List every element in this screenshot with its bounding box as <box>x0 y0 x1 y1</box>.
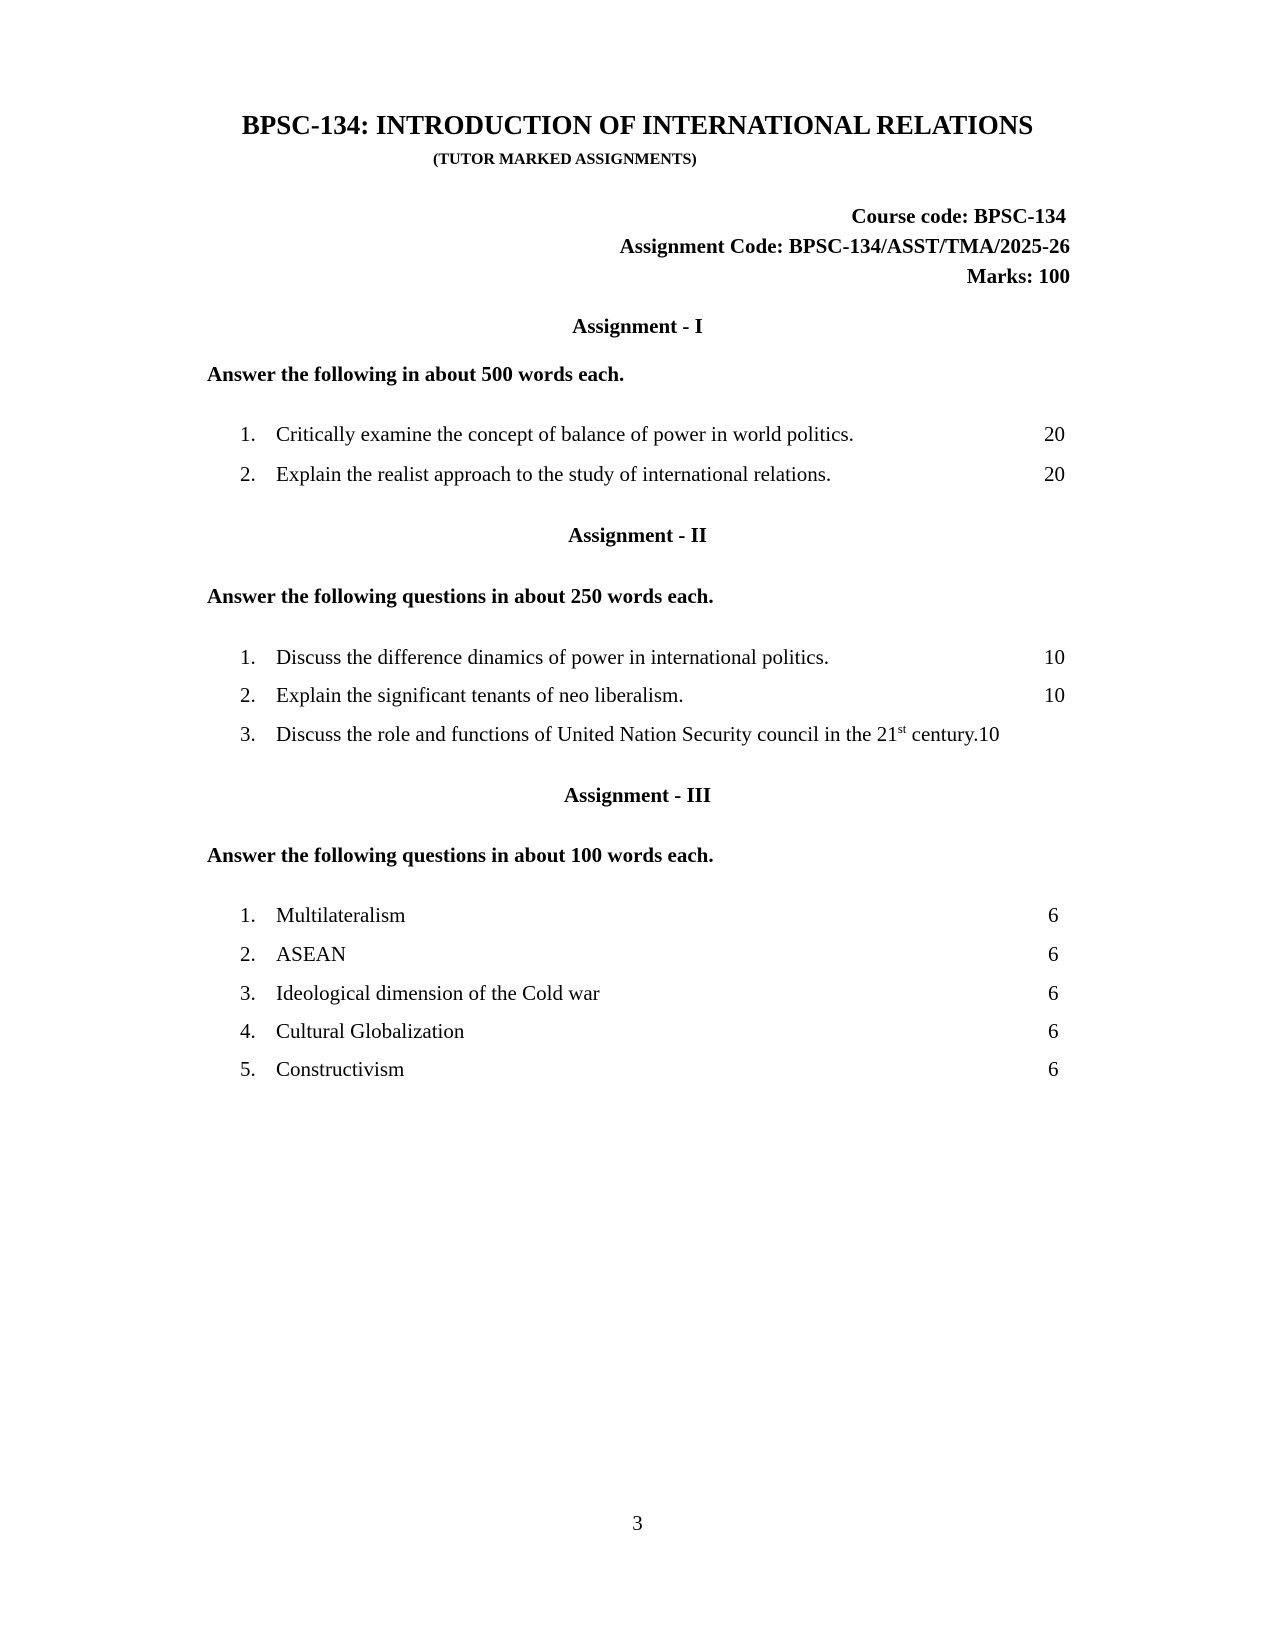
course-meta <box>620 201 1070 291</box>
assignment-2-heading: Assignment - II <box>568 523 707 547</box>
question-marks: 20 <box>1044 462 1065 486</box>
question-marks: 6 <box>1048 942 1059 966</box>
question-text: Explain the realist approach to the study of international relations. <box>276 462 832 486</box>
question-number: 4. <box>240 1019 256 1043</box>
assignment-3-heading: Assignment - III <box>563 783 712 807</box>
question-row <box>240 422 1080 462</box>
question-row <box>240 903 1080 942</box>
assignment-1-heading: Assignment - I <box>572 314 703 338</box>
question-row <box>240 722 1080 762</box>
assignment-1-questions <box>240 422 1080 502</box>
question-row <box>240 981 1080 1019</box>
question-row <box>240 645 1080 683</box>
question-text: Multilateralism <box>276 903 406 927</box>
question-number: 1. <box>240 422 256 446</box>
document-subtitle: (TUTOR MARKED ASSIGNMENTS) <box>433 151 697 168</box>
question-text: Explain the significant tenants of neo liberalism. <box>276 683 684 707</box>
document-title: BPSC-134: INTRODUCTION OF INTERNATIONAL RELATIONS <box>241 110 1034 140</box>
question-marks: 6 <box>1048 1057 1059 1081</box>
question-text: Constructivism <box>276 1057 405 1081</box>
question-text: Cultural Globalization <box>276 1019 465 1043</box>
question-marks: 20 <box>1044 422 1065 446</box>
question-text-part: century. <box>906 722 979 746</box>
question-marks: 10 <box>1044 645 1065 669</box>
question-text: Critically examine the concept of balance of power in world politics. <box>276 422 854 446</box>
question-number: 2. <box>240 942 256 966</box>
question-text <box>276 722 1000 746</box>
question-marks: 6 <box>1048 981 1059 1005</box>
question-row <box>240 462 1080 502</box>
course-code: Course code: BPSC-134 <box>851 204 1066 228</box>
question-row <box>240 1019 1080 1057</box>
question-row <box>240 1057 1080 1097</box>
question-row <box>240 942 1080 981</box>
question-marks: 10 <box>1044 683 1065 707</box>
question-text: Discuss the difference dinamics of power in international politics. <box>276 645 830 669</box>
question-row <box>240 683 1080 722</box>
assignment-3-questions <box>240 903 1080 1097</box>
assignment-2-questions <box>240 645 1080 762</box>
question-text: Ideological dimension of the Cold war <box>276 981 600 1005</box>
question-number: 3. <box>240 722 256 746</box>
assignment-3-instruction: Answer the following questions in about 100 words each. <box>207 843 714 867</box>
question-number: 1. <box>240 645 256 669</box>
question-number: 2. <box>240 683 256 707</box>
assignment-code: Assignment Code: BPSC-134/ASST/TMA/2025-26 <box>619 234 1070 258</box>
question-number: 1. <box>240 903 256 927</box>
question-text-part: Discuss the role and functions of United Nation Security council in the 21 <box>276 722 898 746</box>
ordinal-suffix: st <box>897 721 907 736</box>
question-marks: 10 <box>978 722 1000 746</box>
question-text: ASEAN <box>276 942 347 966</box>
question-number: 3. <box>240 981 256 1005</box>
question-number: 5. <box>240 1057 256 1081</box>
total-marks: Marks: 100 <box>966 264 1070 288</box>
question-marks: 6 <box>1048 1019 1059 1043</box>
question-number: 2. <box>240 462 256 486</box>
page-number: 3 <box>632 1511 643 1535</box>
assignment-2-instruction: Answer the following questions in about 250 words each. <box>207 584 714 608</box>
assignment-1-instruction: Answer the following in about 500 words each. <box>207 362 625 386</box>
question-marks: 6 <box>1048 903 1059 927</box>
